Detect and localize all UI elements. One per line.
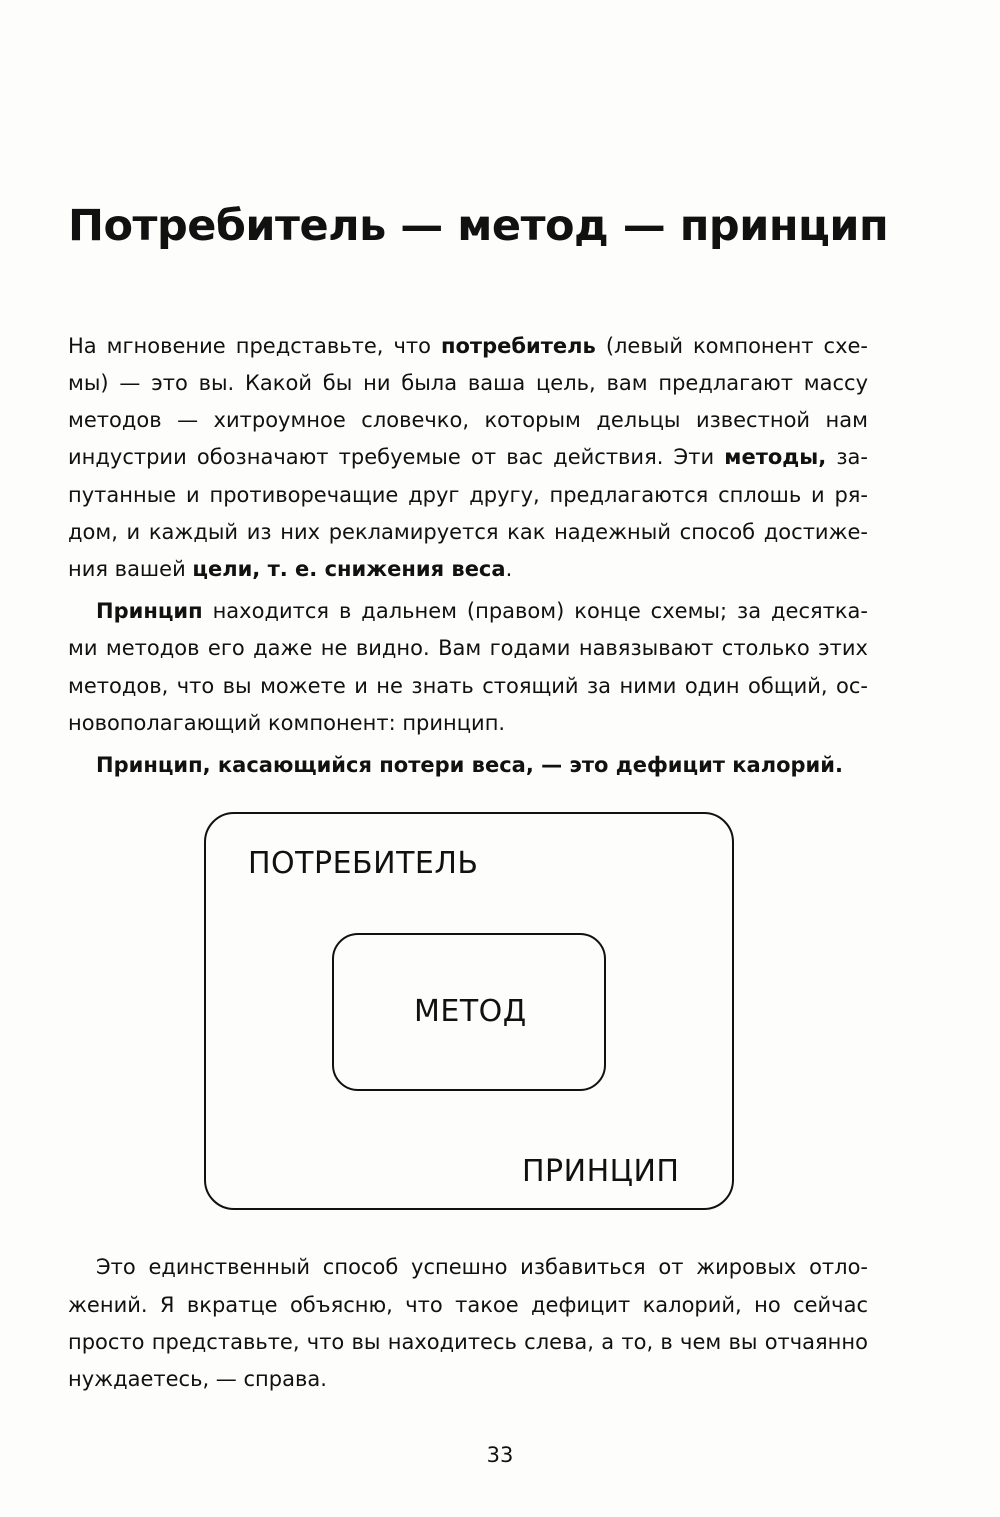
paragraph-2-line-1 [96, 593, 868, 629]
consumer-method-principle-diagram [204, 812, 734, 1210]
text-run: индустрии обозначают требуемые от вас действия. Эти [68, 445, 725, 469]
bold-term-consumer: потребитель [440, 334, 596, 358]
paragraph-1-line-4 [68, 439, 868, 475]
text-run: На мгновение представьте, что [68, 334, 441, 358]
page-number: 33 [486, 1443, 514, 1467]
paragraph-2-line-3: методов, что вы можете и не знать стоящий за ними один общий, ос- [68, 674, 868, 698]
text-run: (левый компонент схе- [595, 334, 869, 358]
text-run: находится в дальнем (правом) конце схемы; за десятка- [202, 599, 868, 623]
paragraph-4-line-1: Это единственный способ успешно избавиться от жировых отло- [96, 1255, 868, 1279]
paragraph-1-line-7 [68, 551, 868, 587]
paragraph-1-line-1 [68, 328, 868, 364]
bold-term-methods: методы, [724, 445, 827, 469]
paragraph-1-line-6: дом, и каждый из них рекламируется как надежный способ достиже- [68, 520, 868, 544]
paragraph-1-line-3: методов — хитроумное словечко, которым дельцы известной нам [68, 408, 868, 432]
diagram-label-principle: ПРИНЦИП [522, 1154, 680, 1189]
bold-term-goal: цели, т. е. снижения веса [192, 557, 506, 581]
diagram-label-method: МЕТОД [414, 994, 527, 1029]
page-title: Потребитель — метод — принцип [68, 201, 889, 251]
paragraph-1-line-5: путанные и противоречащие друг другу, предлагаются сплошь и ря- [68, 483, 868, 507]
bold-term-principle: Принцип [96, 599, 203, 623]
text-run: за- [826, 445, 869, 469]
paragraph-4-line-2: жений. Я вкратце объясню, что такое дефицит калорий, но сейчас [68, 1293, 868, 1317]
paragraph-1-line-2: мы) — это вы. Какой бы ни была ваша цель, вам предлагают массу [68, 371, 868, 395]
paragraph-2-line-2: ми методов его даже не видно. Вам годами навязывают столько этих [68, 636, 868, 660]
paragraph-4-line-3: просто представьте, что вы находитесь слева, а то, в чем вы отчаянно [68, 1330, 868, 1354]
paragraph-3-key-statement: Принцип, касающийся потери веса, — это дефицит калорий. [96, 753, 843, 777]
diagram-label-consumer: ПОТРЕБИТЕЛЬ [248, 846, 479, 881]
paragraph-4-line-4: нуждаетесь, — справа. [68, 1367, 327, 1391]
text-run: . [505, 557, 513, 581]
text-run: ния вашей [68, 557, 193, 581]
paragraph-2-line-4: новополагающий компонент: принцип. [68, 711, 506, 735]
